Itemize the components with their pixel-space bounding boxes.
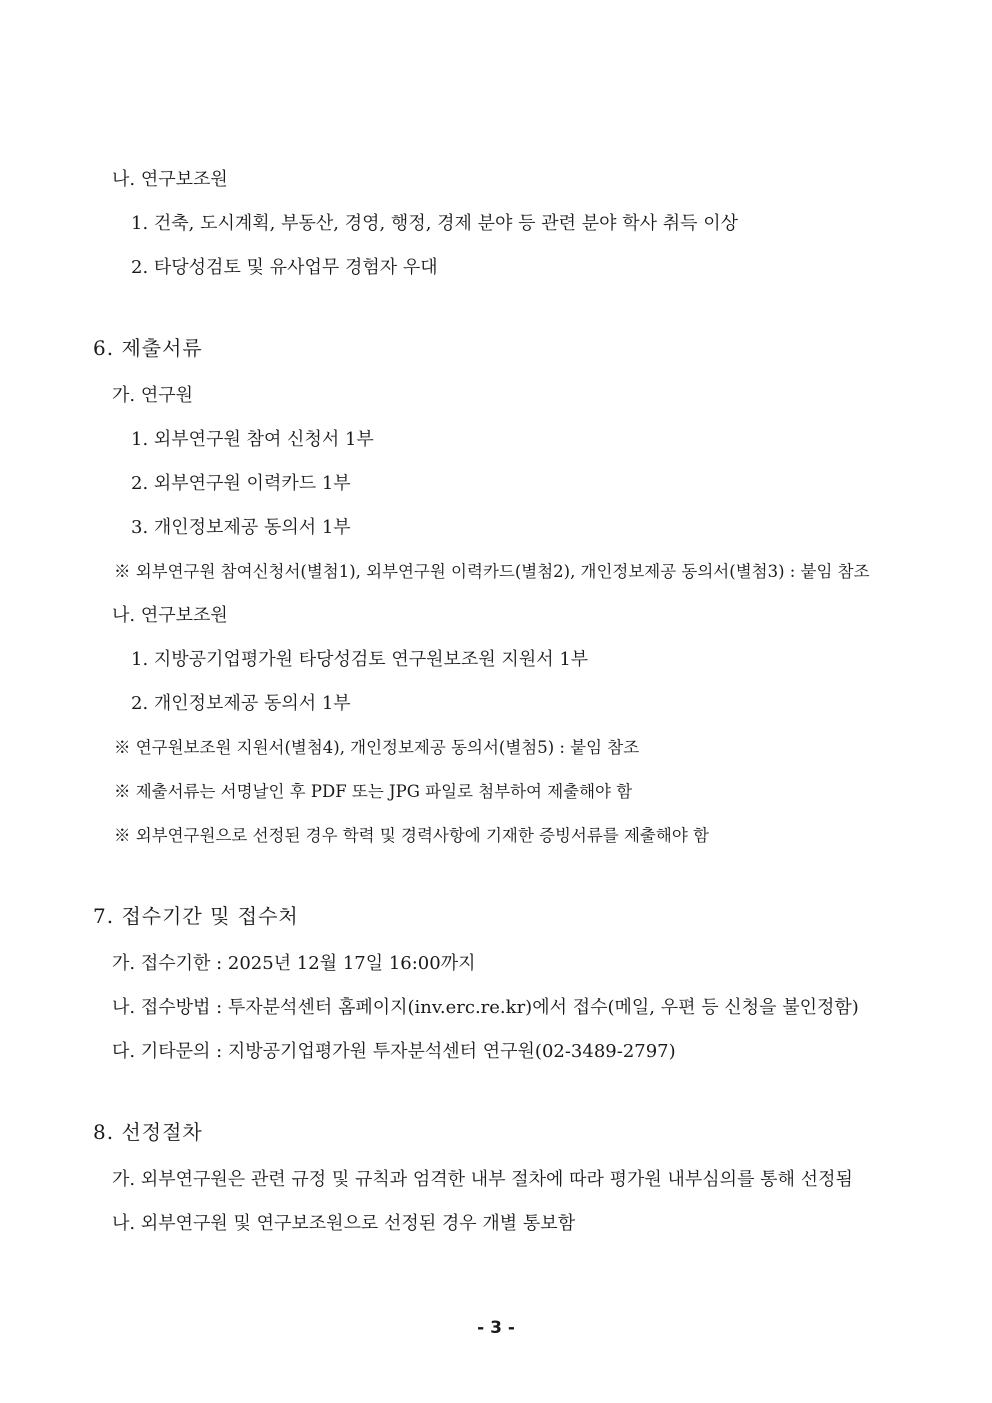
list-item: 나. 접수방법 : 투자분석센터 홈페이지(inv.erc.re.kr)에서 접수(메일, 우편 등 신청을 불인정함)	[112, 997, 859, 1018]
list-item: 다. 기타문의 : 지방공기업평가원 투자분석센터 연구원(02-3489-2797)	[112, 1041, 676, 1062]
subsection-title-research-assistant: 나. 연구보조원	[112, 605, 228, 626]
note: ※ 제출서류는 서명날인 후 PDF 또는 JPG 파일로 첨부하여 제출해야 함	[114, 782, 633, 801]
list-item: 1. 외부연구원 참여 신청서 1부	[131, 429, 374, 450]
list-item: 가. 외부연구원은 관련 규정 및 규칙과 엄격한 내부 절차에 따라 평가원 내부심의를 통해 선정됨	[112, 1169, 853, 1190]
note: ※ 외부연구원으로 선정된 경우 학력 및 경력사항에 기재한 증빙서류를 제출해야 함	[114, 826, 709, 845]
section-title-documents: 6. 제출서류	[93, 336, 203, 360]
page-number: - 3 -	[477, 1318, 515, 1338]
note: ※ 연구원보조원 지원서(별첨4), 개인정보제공 동의서(별첨5) : 붙임 참조	[114, 738, 640, 757]
list-item: 3. 개인정보제공 동의서 1부	[131, 517, 351, 538]
list-item: 2. 타당성검토 및 유사업무 경험자 우대	[131, 257, 438, 278]
subsection-title-researcher: 가. 연구원	[112, 385, 193, 406]
list-item: 2. 개인정보제공 동의서 1부	[131, 693, 351, 714]
section-title-submission: 7. 접수기간 및 접수처	[93, 904, 299, 928]
list-item: 가. 접수기한 : 2025년 12월 17일 16:00까지	[112, 953, 476, 974]
list-item: 1. 지방공기업평가원 타당성검토 연구원보조원 지원서 1부	[131, 649, 589, 670]
section-title-selection: 8. 선정절차	[93, 1120, 203, 1144]
subsection-title-research-assistant: 나. 연구보조원	[112, 169, 228, 190]
list-item: 나. 외부연구원 및 연구보조원으로 선정된 경우 개별 통보함	[112, 1213, 576, 1234]
list-item: 2. 외부연구원 이력카드 1부	[131, 473, 351, 494]
list-item: 1. 건축, 도시계획, 부동산, 경영, 행정, 경제 분야 등 관련 분야 학사 취득 이상	[131, 213, 739, 234]
note: ※ 외부연구원 참여신청서(별첨1), 외부연구원 이력카드(별첨2), 개인정보제공 동의서(별첨3) : 붙임 참조	[114, 562, 870, 581]
